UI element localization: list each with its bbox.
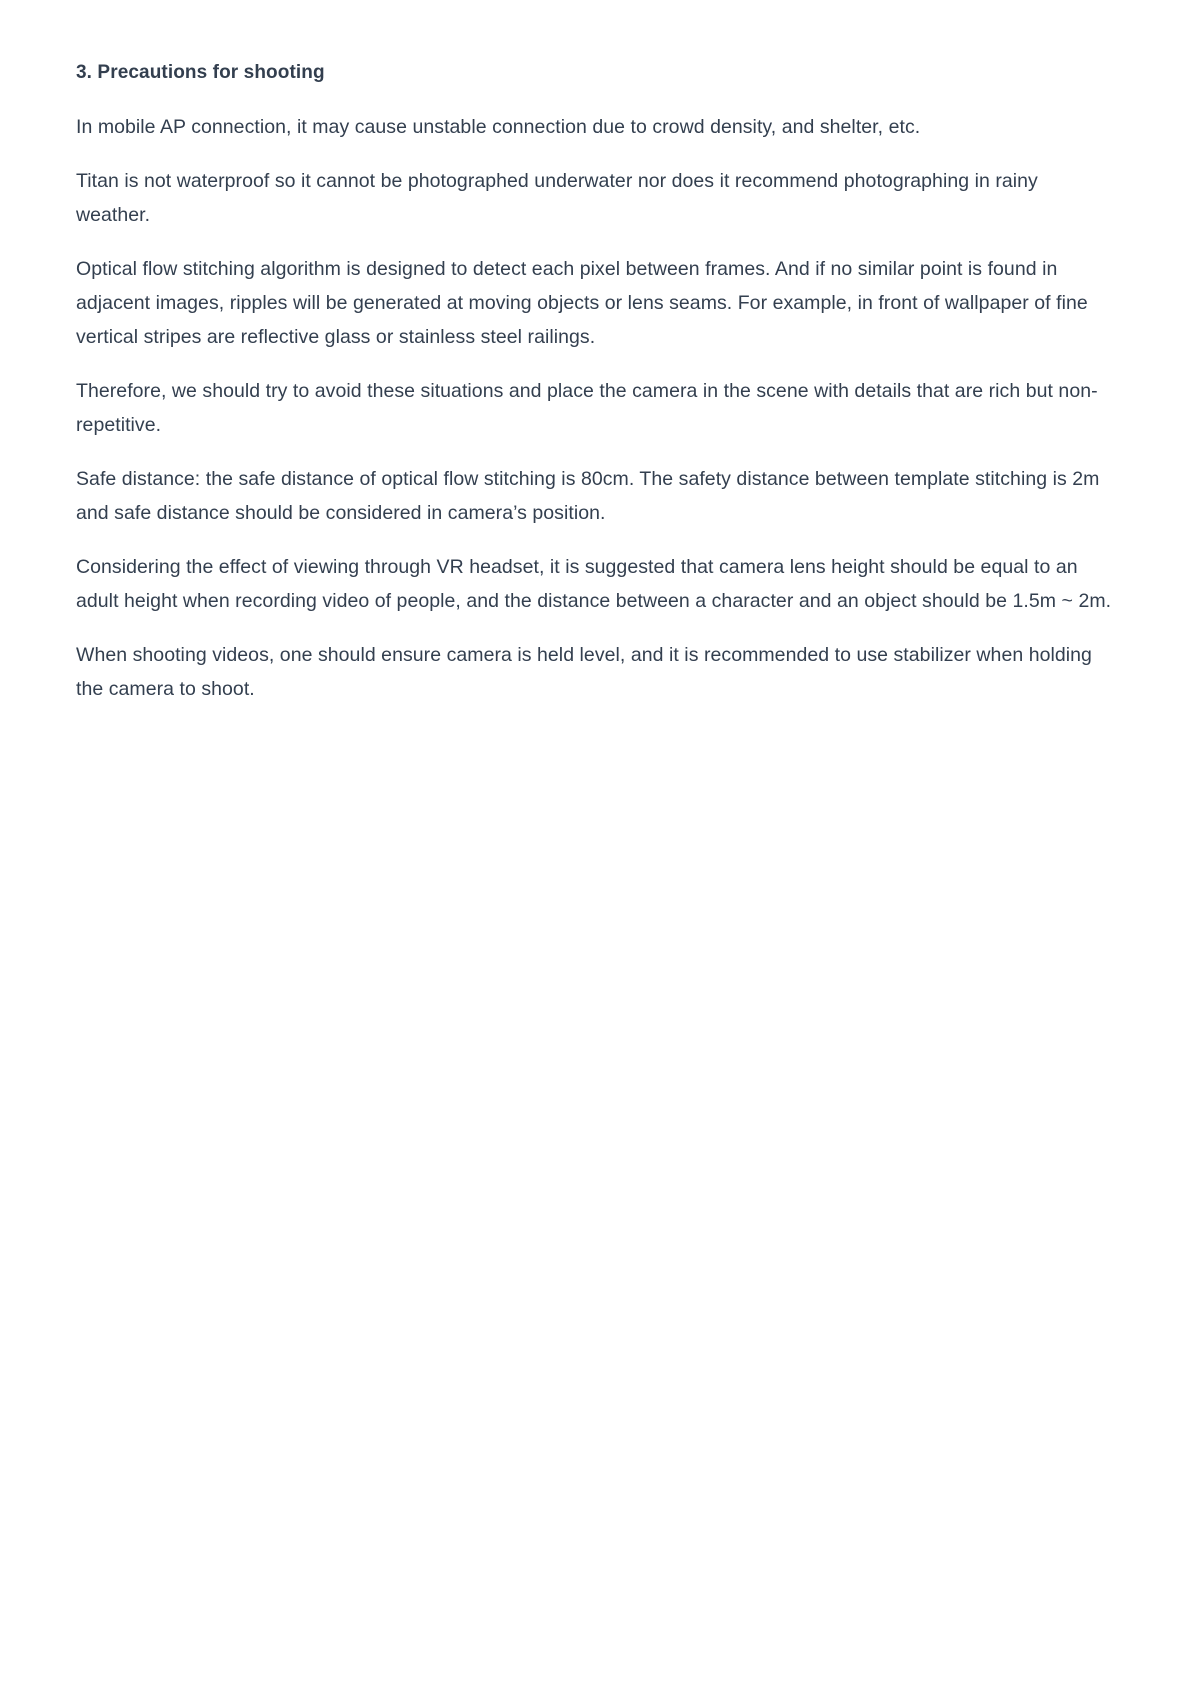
paragraph-optical-flow: Optical flow stitching algorithm is designed to detect each pixel between frames. And if no similar point is found in adjacent images, ripples will be generated at moving objects or lens seams. For example, in front of wallpaper of fine vertical stripes are reflective glass or stainless steel railings. [76, 258, 1088, 348]
paragraph-safe-distance: Safe distance: the safe distance of optical flow stitching is 80cm. The safety distance between template stitching is 2m and safe distance should be considered in camera’s position. [76, 468, 1100, 524]
paragraph-mobile-ap: In mobile AP connection, it may cause unstable connection due to crowd density, and shelter, etc. [76, 116, 921, 138]
paragraph-waterproof: Titan is not waterproof so it cannot be photographed underwater nor does it recommend photographing in rainy weather. [76, 170, 1038, 226]
paragraph-stabilizer: When shooting videos, one should ensure camera is held level, and it is recommended to use stabilizer when holding the camera to shoot. [76, 644, 1092, 700]
paragraph-vr-headset: Considering the effect of viewing through VR headset, it is suggested that camera lens height should be equal to an adult height when recording video of people, and the distance between a character and an object should be 1.5m ~ 2m. [76, 556, 1112, 612]
document-page [76, 56, 1116, 726]
paragraph-avoid-situations: Therefore, we should try to avoid these situations and place the camera in the scene with details that are rich but non-repetitive. [76, 380, 1098, 436]
section-title: 3. Precautions for shooting [76, 62, 325, 83]
